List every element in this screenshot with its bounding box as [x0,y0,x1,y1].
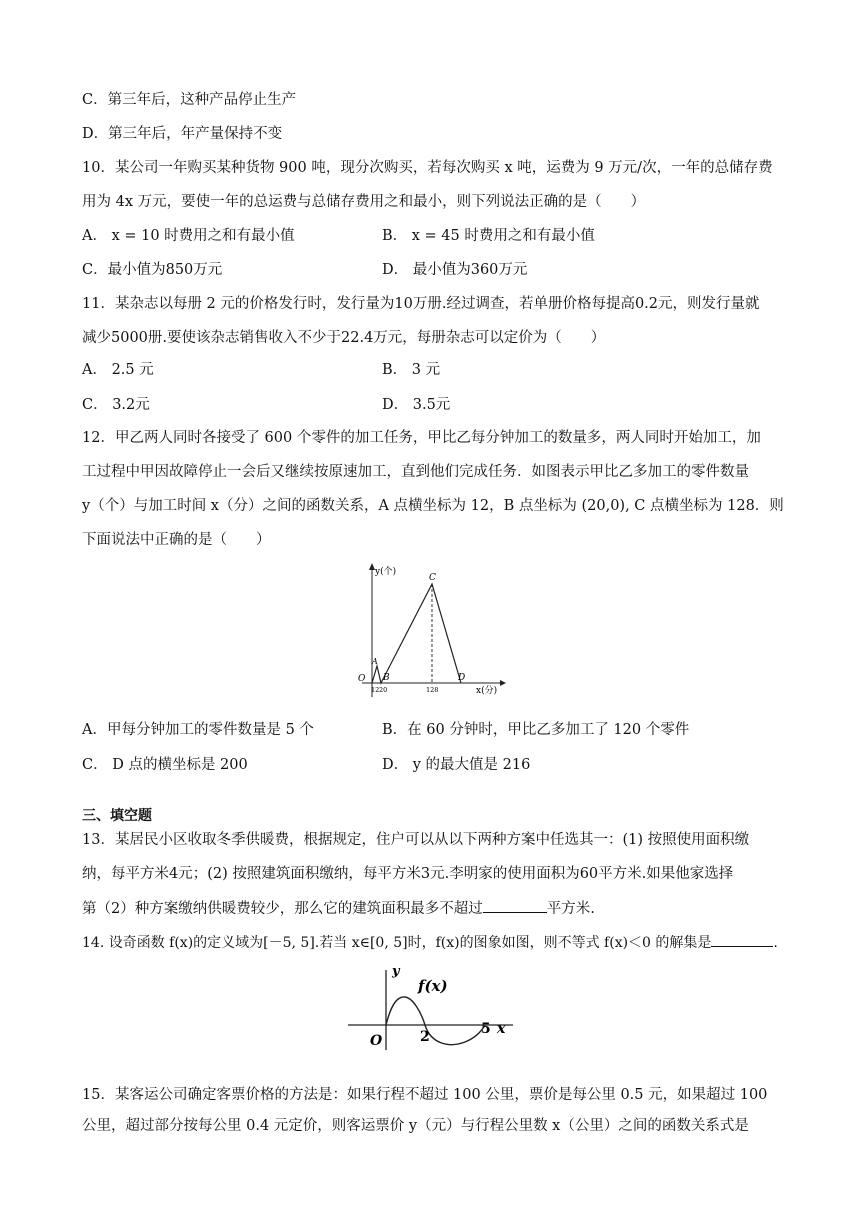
q13-stem-line3 [82,898,778,919]
q12-option-b: B．在 60 分钟时，甲比乙多加工了 120 个零件 [382,722,690,738]
q10-option-a: A． x = 10 时费用之和有最小值 [82,228,295,244]
q15-stem-line2: 公里，超过部分按每公里 0.4 元定价，则客运票价 y（元）与行程公里数 x（公里）之间的函数关系式是 [82,1118,749,1134]
q12-graph-line [372,584,461,683]
q12-x-label: x(分) [476,686,498,696]
q12-point-c-label: C [429,573,436,583]
q11-stem-line1: 11．某杂志以每册 2 元的价格发行时，发行量为10万册.经过调查，若单册价格每提高0.2元，则发行量就 [82,296,760,312]
q13-answer-blank[interactable] [483,898,547,913]
q13-line3-tail: 平方米. [546,901,595,917]
q14-fx-label: f(x) [418,977,448,995]
q12-y-label: y(个) [375,567,397,577]
q12-point-b-label: B [383,673,390,683]
q14-tick-5: 5 [481,1021,491,1037]
q14-origin-label: O [370,1033,383,1049]
q14-x-label: x [497,1021,506,1037]
q12-x-axis-arrow [500,680,506,686]
q10-option-b: B． x = 45 时费用之和有最小值 [382,228,595,244]
q11-option-b: B． 3 元 [382,362,441,378]
q13-line3-text: 第（2）种方案缴纳供暖费较少，那么它的建筑面积最多不超过 [82,901,483,917]
q12-option-c: C． D 点的横坐标是 200 [82,757,248,773]
q11-stem-line2: 减少5000册.要使该杂志销售收入不少于22.4万元，每册杂志可以定价为（ ） [82,330,606,346]
q13-stem-line1: 13．某居民小区收取冬季供暖费，根据规定，住户可以从以下两种方案中任选其一：(1) 按照使用面积缴 [82,832,750,848]
q14-stem-line1 [82,932,778,953]
section-heading: 三、填空题 [82,808,152,824]
q14-y-label: y [392,964,400,979]
q15-stem-line1: 15．某客运公司确定客票价格的方法是：如果行程不超过 100 公里，票价是每公里 0.5 元，如果超过 100 [82,1087,768,1103]
q14-line1-tail: . [773,935,778,951]
q14-line1-text: 14. 设奇函数 f(x)的定义域为[－5, 5].若当 x∈[0, 5]时，f(x)的图象如图，则不等式 f(x)＜0 的解集是 [82,935,712,951]
q14-answer-blank[interactable] [711,932,773,947]
q12-function-graph [350,562,510,702]
q13-stem-line2: 纳，每平方米4元；(2) 按照建筑面积缴纳，每平方米3元.李明家的使用面积为60平方米.如果他家选择 [82,866,734,882]
q9-option-d: D．第三年后，年产量保持不变 [82,126,283,142]
q10-option-d: D． 最小值为360万元 [382,262,528,278]
q10-stem-line1: 10．某公司一年购买某种货物 900 吨，现分次购买，若每次购买 x 吨，运费为 9 万元/次，一年的总储存费 [82,160,773,176]
q11-option-c: C． 3.2元 [82,397,150,413]
q12-tick-128: 128 [426,686,439,694]
q14-function-graph [345,960,525,1052]
q14-tick-2: 2 [420,1029,430,1045]
q12-stem-line3: y（个）与加工时间 x（分）之间的函数关系，A 点横坐标为 12，B 点坐标为 (20,0), C 点横坐标为 128．则 [82,498,784,514]
q10-option-c: C．最小值为850万元 [82,262,223,278]
q12-origin-label: O [358,674,366,684]
q12-option-d: D． y 的最大值是 216 [382,757,531,773]
q12-tick-20: 20 [379,686,388,694]
q11-option-d: D． 3.5元 [382,397,451,413]
q14-fx-curve [386,997,485,1045]
q10-stem-line2: 用为 4x 万元，要使一年的总运费与总储存费用之和最小，则下列说法正确的是（ ） [82,194,646,210]
q9-option-c: C．第三年后，这种产品停止生产 [82,92,297,108]
q12-stem-line4: 下面说法中正确的是（ ） [82,532,271,548]
q12-stem-line2: 工过程中甲因故障停止一会后又继续按原速加工，直到他们完成任务．如图表示甲比乙多加工的零件数量 [82,464,749,480]
q12-tick-12: 12 [371,686,380,694]
q12-point-a-label: A [372,657,378,666]
q11-option-a: A． 2.5 元 [82,362,154,378]
q12-option-a: A．甲每分钟加工的零件数量是 5 个 [82,722,314,738]
q12-stem-line1: 12．甲乙两人同时各接受了 600 个零件的加工任务，甲比乙每分钟加工的数量多，两人同时开始加工，加 [82,430,761,446]
q12-point-d-label: D [458,673,466,683]
